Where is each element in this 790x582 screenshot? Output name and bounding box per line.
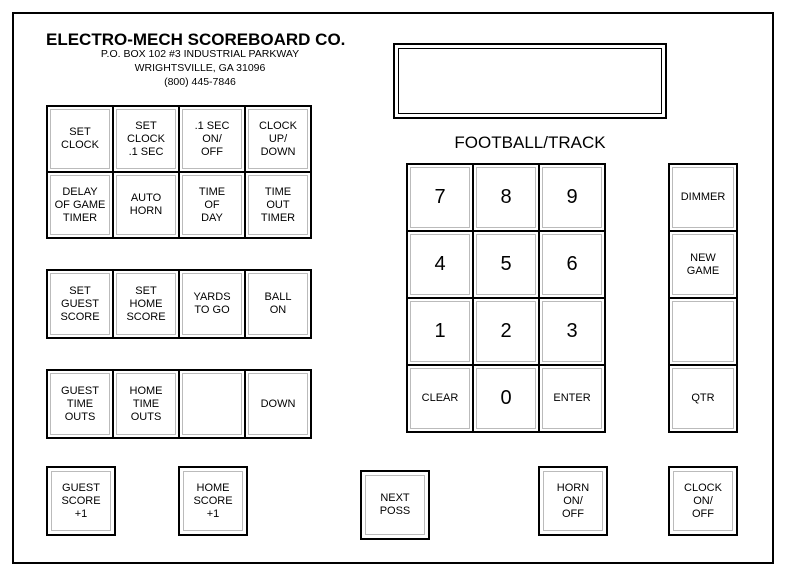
enter-button[interactable]: ENTER xyxy=(540,366,604,431)
sport-mode-label: FOOTBALL/TRACK xyxy=(454,133,606,152)
key-4[interactable]: 4 xyxy=(408,232,472,297)
key-3[interactable]: 3 xyxy=(540,299,604,364)
lcd-display xyxy=(393,43,667,119)
company-phone: (800) 445-7846 xyxy=(164,76,236,88)
auto-horn-button[interactable]: AUTO HORN xyxy=(114,173,178,237)
clock-on-off-button[interactable]: CLOCK ON/ OFF xyxy=(668,466,738,536)
home-score-plus-one-button[interactable]: HOME SCORE +1 xyxy=(178,466,248,536)
next-possession-button[interactable]: NEXT POSS xyxy=(360,470,430,540)
company-name: ELECTRO-MECH SCOREBOARD CO. xyxy=(46,30,346,49)
blank-button[interactable] xyxy=(180,371,244,437)
guest-score-plus-one-button[interactable]: GUEST SCORE +1 xyxy=(46,466,116,536)
set-clock-button[interactable]: SET CLOCK xyxy=(48,107,112,171)
ball-on-button[interactable]: BALL ON xyxy=(246,271,310,337)
key-5[interactable]: 5 xyxy=(474,232,538,297)
score-keys-group xyxy=(46,269,312,339)
home-time-outs-button[interactable]: HOME TIME OUTS xyxy=(114,371,178,437)
set-guest-score-button[interactable]: SET GUEST SCORE xyxy=(48,271,112,337)
side-keys-group xyxy=(668,163,738,433)
qtr-button[interactable]: QTR xyxy=(670,366,736,431)
timeout-keys-group xyxy=(46,369,312,439)
key-6[interactable]: 6 xyxy=(540,232,604,297)
key-7[interactable]: 7 xyxy=(408,165,472,230)
new-game-button[interactable]: NEW GAME xyxy=(670,232,736,297)
key-2[interactable]: 2 xyxy=(474,299,538,364)
guest-time-outs-button[interactable]: GUEST TIME OUTS xyxy=(48,371,112,437)
key-1[interactable]: 1 xyxy=(408,299,472,364)
company-address-line2: WRIGHTSVILLE, GA 31096 xyxy=(134,62,266,74)
clock-keys-group xyxy=(46,105,312,239)
key-9[interactable]: 9 xyxy=(540,165,604,230)
set-clock-tenth-sec-button[interactable]: SET CLOCK .1 SEC xyxy=(114,107,178,171)
dimmer-button[interactable]: DIMMER xyxy=(670,165,736,230)
set-home-score-button[interactable]: SET HOME SCORE xyxy=(114,271,178,337)
key-0[interactable]: 0 xyxy=(474,366,538,431)
key-8[interactable]: 8 xyxy=(474,165,538,230)
yards-to-go-button[interactable]: YARDS TO GO xyxy=(180,271,244,337)
delay-of-game-timer-button[interactable]: DELAY OF GAME TIMER xyxy=(48,173,112,237)
time-out-timer-button[interactable]: TIME OUT TIMER xyxy=(246,173,310,237)
clear-button[interactable]: CLEAR xyxy=(408,366,472,431)
numeric-keypad xyxy=(406,163,606,433)
company-address-line1: P.O. BOX 102 #3 INDUSTRIAL PARKWAY xyxy=(100,48,300,60)
horn-on-off-button[interactable]: HORN ON/ OFF xyxy=(538,466,608,536)
down-button[interactable]: DOWN xyxy=(246,371,310,437)
blank-side-button[interactable] xyxy=(670,299,736,364)
tenth-sec-toggle-button[interactable]: .1 SEC ON/ OFF xyxy=(180,107,244,171)
time-of-day-button[interactable]: TIME OF DAY xyxy=(180,173,244,237)
clock-up-down-button[interactable]: CLOCK UP/ DOWN xyxy=(246,107,310,171)
